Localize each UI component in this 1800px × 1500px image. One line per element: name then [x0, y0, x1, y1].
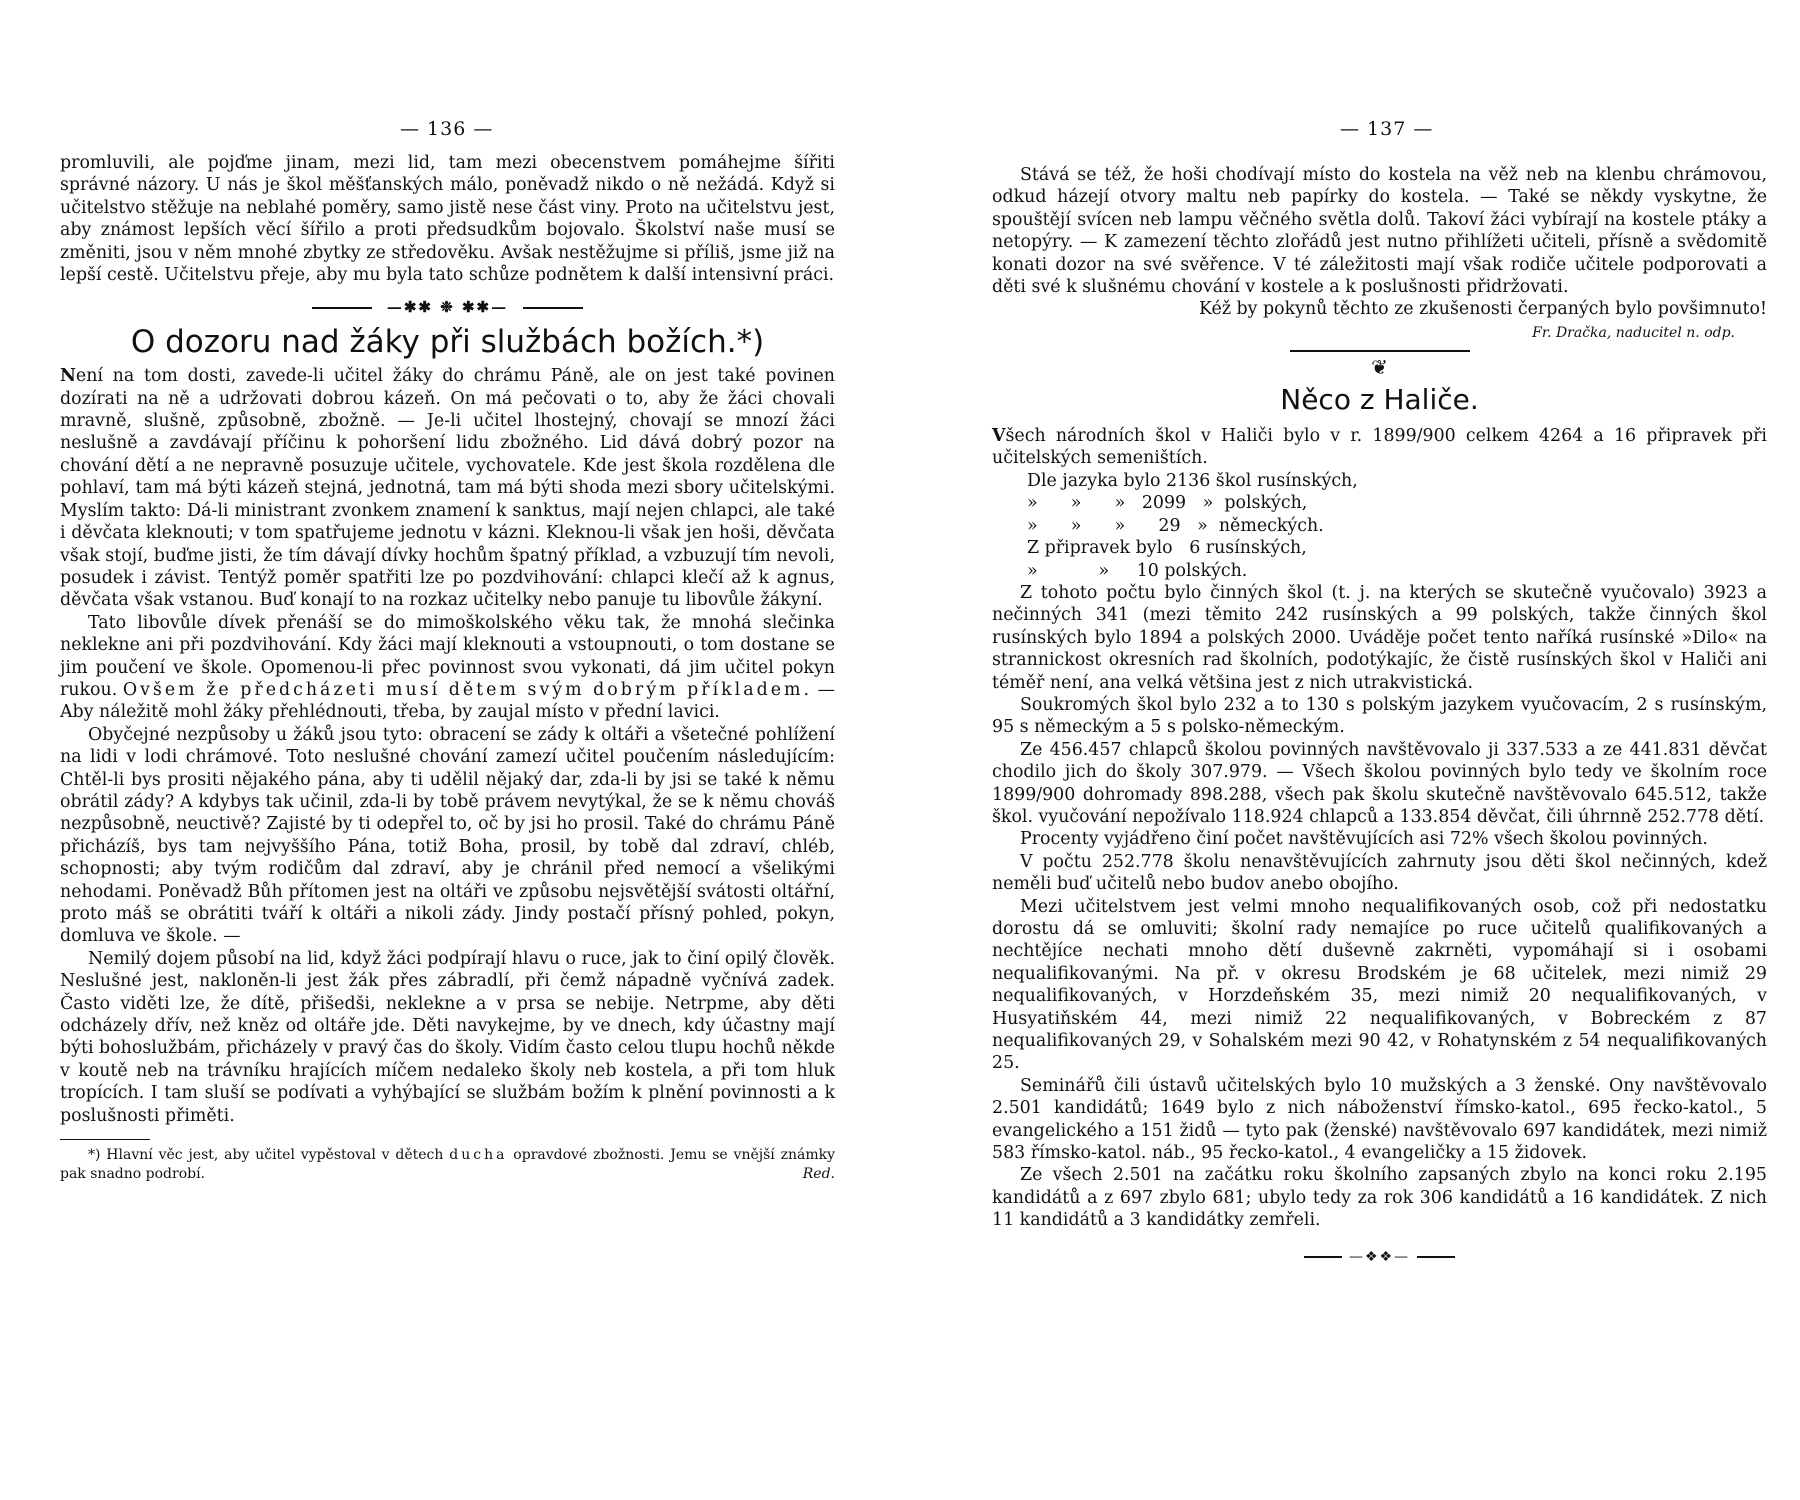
article-paragraph: Ze 456.457 chlapců školou povinných navštěvovalo ji 337.533 a ze 441.831 děvčat chodilo jich do školy 307.979. — Všech školou povinných bylo tedy ve školním roce 1899/900 dohromady 898.288, všech pak školu skutečně navštěvovalo 645.512, takže škol. vyučování nepožívalo 118.924 chlapců a 133.854 děvčat, čili úhrnně 252.778 dětí.	[992, 739, 1767, 827]
footnote	[60, 1146, 835, 1184]
article-paragraph	[60, 612, 835, 724]
section-ornament	[60, 296, 835, 318]
list-item: Z připravek bylo 6 rusínských,	[1027, 538, 1307, 559]
article-paragraph: Z tohoto počtu bylo činných škol (t. j. na kterých se skutečně vyučovalo) 3923 a nečinných 341 (mezi těmito 242 rusínských a 99 polských, takže činných škol rusínských bylo 1894 a polských 2000. Uváděje počet tento naříká rusínské »Dilo« na strannickost okresních rad školních, podotýkajíc, že čistě rusínských škol v Haliči ani téměř není, ana velká většina jest z nich utrakvistická.	[992, 582, 1767, 693]
drop-cap: V	[992, 426, 1006, 447]
article-heading: O dozoru nad žáky při službách božích.*)	[130, 323, 765, 360]
page-number: — 136 —	[400, 118, 494, 140]
paragraph-text: šech národních škol v Haliči bylo v r. 1899/900 celkem 4264 a 16 připravek při učitelských semeništích.	[992, 426, 1767, 469]
section-ornament	[992, 350, 1767, 380]
article-paragraph: Soukromých škol bylo 232 a to 130 s polským jazykem vyučovacím, 2 s rusínským, 95 s německým a 5 s polsko-německým.	[992, 694, 1767, 738]
list-item: Dle jazyka bylo 2136 škol rusínských,	[1027, 470, 1358, 491]
article-paragraph: Procenty vyjádřeno činí počet navštěvujících asi 72% všech školou povinných.	[1020, 829, 1708, 850]
footnote-rule	[60, 1139, 150, 1140]
ornament-line	[1417, 1256, 1455, 1258]
ornament-mark: ❦	[1371, 355, 1388, 380]
article-paragraph	[60, 365, 835, 611]
right-column	[992, 164, 1767, 1268]
author-signature: Fr. Dračka, naducitel n. odp.	[1532, 324, 1735, 341]
paragraph-text: Tato libovůle dívek přenáší se do mimoškolského věku tak, že mnohá slečinka neklekne ani při pozdvihování. Kdy žáci mají kleknouti a vstoupnouti, o tom dostane se jim poučení ve škole. Opomenou-li přec povinnost svou vykonati, dá jim učitel pokyn rukou.	[60, 612, 835, 700]
emphasized-text: ducha	[449, 1147, 508, 1164]
statistics-list	[992, 470, 1767, 582]
ornament-line	[1290, 350, 1470, 352]
ornament-line	[1304, 1256, 1342, 1258]
article-paragraph: V počtu 252.778 školu nenavštěvujících zahrnuty jsou děti škol nečinných, kdež neměli buď učitelů nebo budov anebo obojího.	[992, 851, 1767, 895]
article-paragraph: Ze všech 2.501 na začátku roku školního zapsaných zbylo na konci roku 2.195 kandidátů a z 697 zbylo 681; ubylo tedy za rok 306 kandidátů a 16 kandidátek. Z nich 11 kandidátů a 3 kandidátky zemřeli.	[992, 1165, 1767, 1231]
right-page	[900, 0, 1800, 1500]
footnote-reference: Red.	[802, 1166, 835, 1183]
article-paragraph	[992, 425, 1767, 470]
article-heading: Něco z Haliče.	[1280, 382, 1479, 416]
list-item: » » » 29 » německých.	[1027, 515, 1324, 536]
emphasized-text: Ovšem že předcházeti musí dětem svým dobrým příkladem.	[122, 679, 813, 700]
article-paragraph: Obyčejné nezpůsoby u žáků jsou tyto: obracení se zády k oltáři a všetečné pohlížení na lidi v lodi chrámové. Toto neslušné chování zamezí učitel poučením následujícím: Chtěl-li bys prositi nějakého pána, aby ti udělil nějaký dar, zda-li by jsi se také k němu obrátil zády? A kdybys tak učinil, zda-li by tobě právem nevytýkal, že se k němu chováš nezpůsobně, neuctivě? Zajisté by ti odepřel to, oč by jsi ho prosil. Také do chrámu Páně přicházíš, bys tam nejvyššího Pána, totiž Boha, prosil, by tobě dal zdraví, chléb, schopnosti; aby tvým rodičům dal zdraví, aby je chránil před nemocí a všelikými nehodami. Poněvadž Bůh přítomen jest na oltáři ve způsobu nejsvětější svátosti oltářní, proto máš se obrátiti tváří k oltáři a nikoli zády. Jindy postačí přísný pohled, pokyn, domluva ve škole. —	[60, 724, 835, 947]
ornament-mark: —❖❖—	[1348, 1248, 1411, 1265]
continuation-paragraph: promluvili, ale pojďme jinam, mezi lid, tam mezi obecenstvem pomáhejme šířiti správné názory. U nás je škol měšťanských málo, poněvadž nikdo o ně nežádá. Když si učitelstvo stěžuje na neblahé poměry, samo jistě nese část viny. Proto na učitelstvu jest, aby známost lepších věcí šířilo a proti předsudkům bojovalo. Školství naše musí se změniti, jsou v něm mnohé zbytky ze středověku. Avšak nestěžujme si příliš, jsme již na lepší cestě. Učitelstvu přeje, aby mu byla tato schůze podnětem k další intensivní práci.	[60, 153, 835, 286]
end-ornament	[992, 1246, 1767, 1268]
ornament-line	[523, 307, 583, 309]
ornament-line	[312, 307, 372, 309]
article-paragraph: Nemilý dojem působí na lid, když žáci podpírají hlavu o ruce, jak to činí opilý člověk. Neslušné jest, nakloněn-li jest žák přes zábradlí, při čemž nápadně vyčnívá zadek. Často viděti lze, že dítě, přišedši, neklekne a v prsa se nebije. Netrpme, aby děti odcházely dřív, než kněz od oltáře jde. Děti navykejme, by ve dnech, kdy účastny mají býti bohoslužbám, přicházely v pravý čas do školy. Vidím často celou tlupu hochů někde v koutě neb na trávníku hrajících míčem nedaleko školy neb kostela, a při tom hluk tropících. I tam sluší se podívati a vyhýbající se službám božím k plnění povinnosti a k poslušnosti přiměti.	[60, 948, 835, 1126]
footnote-text: opravdové zbožnosti. Jemu se vnější známky pak snadno podrobí.	[60, 1147, 836, 1183]
page-number: — 137 —	[1340, 118, 1434, 140]
paragraph-text: — Aby náležitě mohl žáky přehlédnouti, třeba, by zaujal místo v přední lavici.	[60, 679, 836, 723]
list-item: » » » 2099 » polských,	[1027, 493, 1308, 514]
footnote-text: *) Hlavní věc jest, aby učitel vypěstoval v dětech	[88, 1147, 444, 1164]
list-item: » » 10 polských.	[1027, 560, 1248, 581]
drop-cap: N	[60, 366, 76, 387]
article-paragraph: Stává se též, že hoši chodívají místo do kostela na věž neb na klenbu chrámovou, odkud házejí otvory maltu neb papírky do kostela. — Také se někdy vyskytne, že spouštějí svícen neb lampu věčného světla dolů. Takoví žáci vybírají na kostele ptáky a netopýry. — K zamezení těchto zlořádů jest nutno přihlížeti učiteli, přísně a svědomitě konati dozor na své svěřence. V té záležitosti mají však rodiče učitele podporovati a děti své k slušnému chování v kostele a k poslušnosti přidržovati.	[992, 165, 1767, 298]
closing-line: Kéž by pokynů těchto ze zkušenosti čerpaných bylo povšimnuto!	[1199, 299, 1767, 320]
article-paragraph: Mezi učitelstvem jest velmi mnoho nequalifikovaných osob, což při nedostatku dorostu dá se omluviti; školní rady nemajíce po ruce učitelů qualifikovaných a nechtějíce nechati mnoho dětí duševně zakrněti, vypomáhají si i osobami nequalifikovanými. Na př. v okresu Brodském je 68 učitelek, mezi nimiž 29 nequalifikovaných, v Horzdeňském 35, mezi nimiž 20 nequalifikovaných, v Husyatiňském 44, mezi nimiž 22 nequalifikovaných, v Bobreckém z 87 nequalifikovaných 29, v Sohalském mezi 90 42, v Rohatynském z 54 nequalifikovaných 25.	[992, 896, 1767, 1074]
left-column	[60, 152, 835, 1184]
article-paragraph: Seminářů čili ústavů učitelských bylo 10 mužských a 3 ženské. Ony navštěvovalo 2.501 kandidátů; 1649 bylo z nich náboženství římsko-katol., 695 řecko-katol., 5 evangelického a 151 židů — tyto pak (ženské) navštěvovalo 697 kandidátek, mezi nimiž 583 římsko-katol. náb., 95 řecko-katol., 4 evangeličky a 15 židovek.	[992, 1075, 1767, 1164]
ornament-mark: —✱✱ ❉ ✱✱—	[386, 298, 509, 317]
paragraph-text: ení na tom dosti, zavede-li učitel žáky do chrámu Páně, ale on jest také povinen dozírati na ně a udržovati dobrou kázeň. On má pečovati o to, aby že žáci chovali mravně, slušně, způsobně, zbožně. — Je-li učitel lhostejný, chovají se mnozí žáci neslušně a zavdávají příčinu k pohoršení lidu zbožného. Lid dává dobrý pozor na chování dětí a ne nepravně posuzuje učitele, vychovatele. Kde jest škola rozdělena dle pohlaví, tam má býti kázeň stejná, jednotná, tam má býti shoda mezi sbory učitelskými. Myslím takto: Dá-li ministrant zvonkem znamení k sanktus, mají nejen chlapci, ale také i děvčata kleknouti; v tom spatřujeme jednotu v kázni. Kleknou-li však jen hoši, děvčata však stojí, buďme jisti, že tím dávají dívky hochům špatný příklad, a vzbuzují tím nevoli, posudek i závist. Tentýž poměr spatřiti lze po pozdvihování: chlapci klečí až k agnus, děvčata však vstanou. Buď konají to na rozkaz učitelky nebo panuje tu libovůle žákyní.	[60, 366, 835, 611]
